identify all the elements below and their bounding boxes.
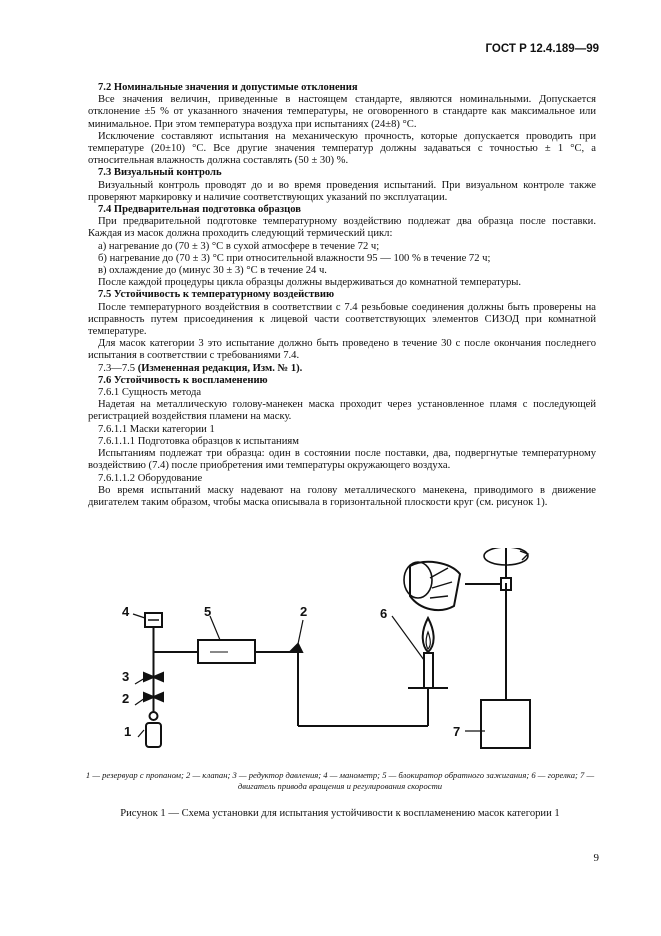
list-item: в) охлаждение до (минус 30 ± 3) °С в течение 24 ч. bbox=[98, 265, 327, 277]
paragraph: Для масок категории 3 это испытание должно быть проведено в течение 30 с после окончания последнего испытания в соответствии с требованиями 7.4. bbox=[88, 338, 596, 362]
burner bbox=[424, 653, 433, 688]
page-number: 9 bbox=[593, 852, 599, 864]
flame-icon bbox=[423, 618, 434, 652]
section-7-2-title: 7.2 Номинальные значения и допустимые отклонения bbox=[98, 82, 358, 93]
subsection-title: 7.6.1 Сущность метода bbox=[98, 387, 202, 399]
figure-legend: 1 — резервуар с пропаном; 2 — клапан; 3 — редуктор давления; 4 — манометр; 5 — блокиратор обратного зажигания; 6 — горелка; 7 — двигатель привода вращения и регулирования скорости bbox=[85, 770, 595, 791]
amendment-text: (Измененная редакция, Изм. № 1). bbox=[137, 362, 303, 374]
mannequin-head bbox=[404, 562, 460, 610]
paragraph: После каждой процедуры цикла образцы должны выдерживаться до комнатной температуры. bbox=[98, 277, 522, 289]
label-7: 7 bbox=[453, 724, 461, 739]
label-5: 5 bbox=[204, 604, 212, 619]
paragraph: После температурного воздействия в соответствии с 7.4 резьбовые соединения должны быть проверены на исправность путем присоединения к лицевой части соответствующих элементов СИЗОД при комнатной температуре. bbox=[88, 301, 596, 338]
subsection-title: 7.6.1.1.2 Оборудование bbox=[98, 472, 203, 484]
label-1: 1 bbox=[124, 724, 132, 739]
page-body bbox=[88, 82, 596, 509]
document-id: ГОСТ Р 12.4.189—99 bbox=[485, 43, 599, 55]
label-6: 6 bbox=[380, 606, 388, 621]
subsection-title: 7.6.1.1.1 Подготовка образцов к испытаниям bbox=[98, 435, 299, 447]
tank-valve bbox=[150, 712, 158, 720]
paragraph: При предварительной подготовке температурному воздействию подлежат два образца после поставки. Каждая из масок должна проходить следующий термический цикл: bbox=[88, 216, 596, 240]
paragraph: Все значения величин, приведенные в настоящем стандарте, являются номинальными. Допускается отклонение ±5 % от указанного значения температуры, не оговоренного в стандарте как максимальное или минимальное. При этом температура воздуха при испытаниях (24±8) °С. bbox=[88, 94, 596, 130]
test-setup-diagram bbox=[110, 548, 570, 758]
motor bbox=[481, 700, 530, 748]
section-7-6-title: 7.6 Устойчивость к воспламенению bbox=[98, 374, 268, 386]
label-2: 2 bbox=[122, 691, 130, 706]
paragraph: Визуальный контроль проводят до и во время проведения испытаний. При визуальном контроле также проверяют маркировку и наличие соответствующих указаний по эксплуатации. bbox=[88, 179, 596, 203]
amendment-note bbox=[88, 363, 596, 375]
check-valve-symbol bbox=[290, 644, 302, 652]
figure-caption: Рисунок 1 — Схема установки для испытания устойчивости к воспламенению масок категории 1 bbox=[120, 808, 560, 819]
amendment-ref: 7.3—7.5 bbox=[98, 362, 138, 374]
paragraph: Испытаниям подлежат три образца: один в состоянии после поставки, два, подвергнутые температурному воздействию (7.4) после приобретения ими температуры окружающего воздуха. bbox=[88, 448, 596, 472]
subsection-title: 7.6.1.1 Маски категории 1 bbox=[98, 423, 215, 435]
propane-tank bbox=[146, 723, 161, 747]
label-2b: 2 bbox=[300, 604, 308, 619]
label-4: 4 bbox=[122, 604, 130, 619]
list-item: б) нагревание до (70 ± 3) °С при относительной влажности 95 — 100 % в течение 72 ч; bbox=[98, 252, 491, 264]
section-7-5-title: 7.5 Устойчивость к температурному воздействию bbox=[98, 289, 335, 301]
paragraph: Исключение составляют испытания на механическую прочность, которые допускается проводить при температуре (20±10) °С. Все другие значения температур должны задаваться с точностью ± 1 °С, а относительная влажность должна составлять (50 ± 30) %. bbox=[88, 130, 596, 167]
section-7-3-title: 7.3 Визуальный контроль bbox=[98, 167, 222, 179]
label-3: 3 bbox=[122, 669, 130, 684]
paragraph: Во время испытаний маску надевают на голову металлического манекена, приводимого в движение двигателем таким образом, чтобы маска описывала в горизонтальной плоскости круг (см. рисунок 1). bbox=[88, 484, 596, 508]
list-item: а) нагревание до (70 ± 3) °С в сухой атмосфере в течение 72 ч; bbox=[98, 240, 380, 252]
section-7-4-title: 7.4 Предварительная подготовка образцов bbox=[98, 204, 301, 216]
paragraph: Надетая на металлическую голову-манекен маска проходит через установленное пламя с последующей регистрацией воздействия пламени на маску. bbox=[88, 399, 596, 423]
